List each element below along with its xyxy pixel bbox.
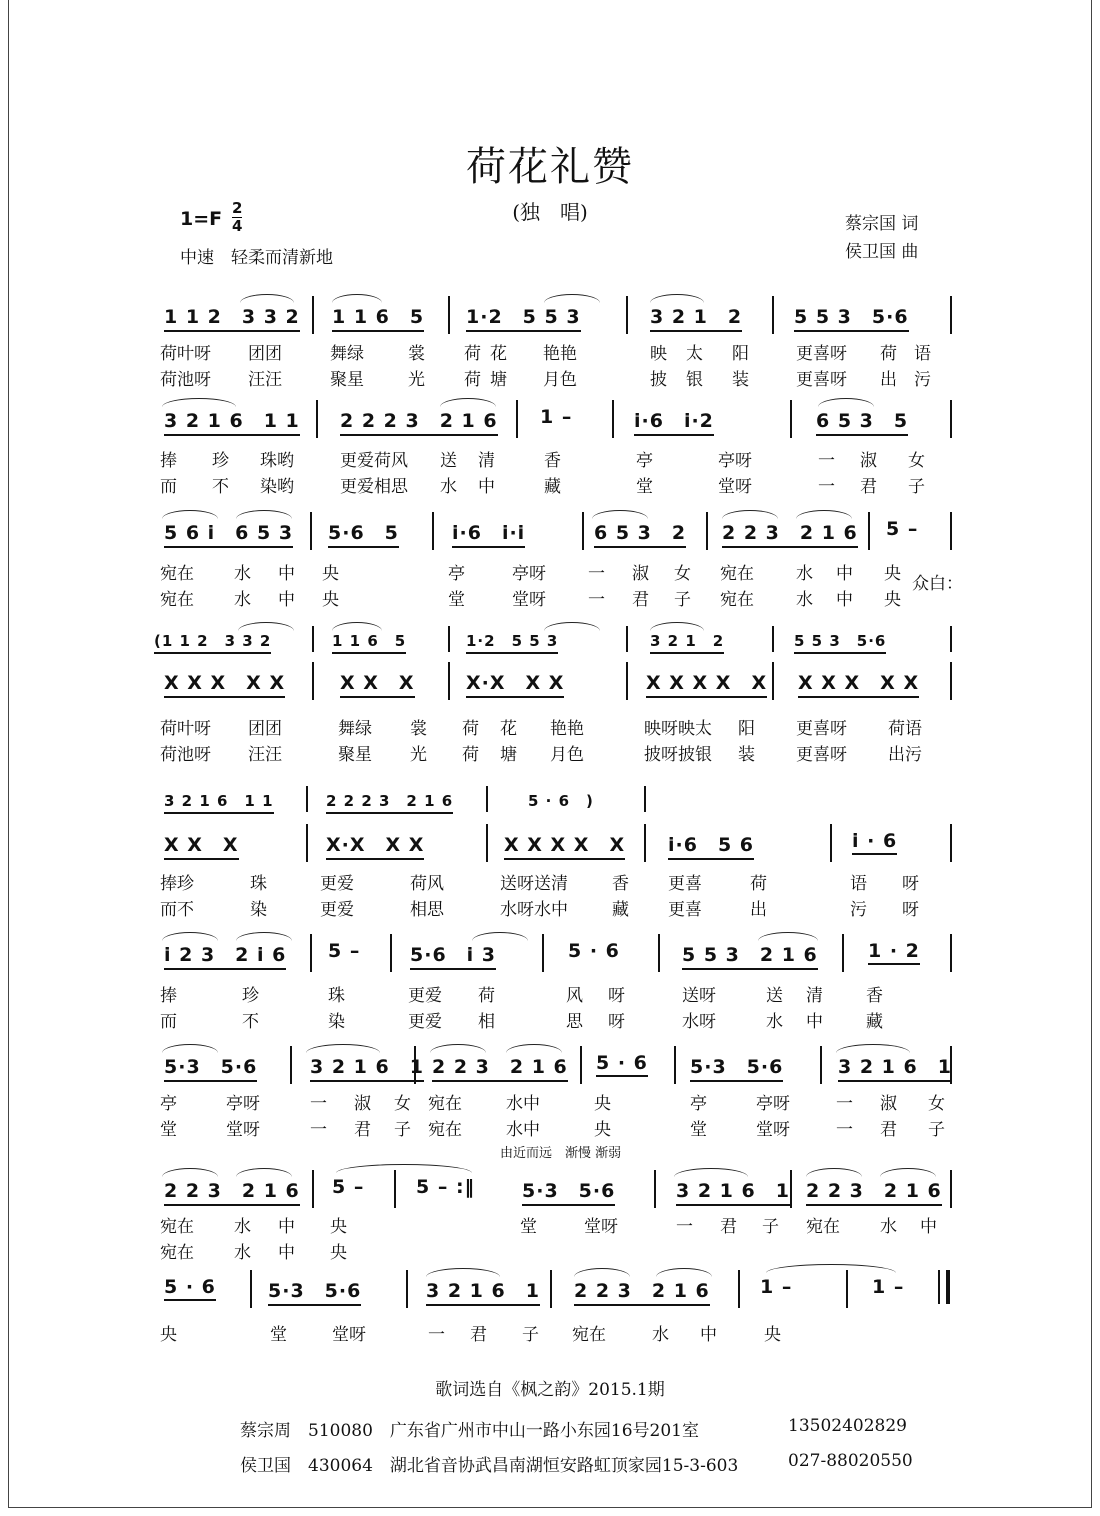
lyric-word: 香 (612, 874, 629, 894)
lyric-word: 阳 (738, 719, 755, 739)
lyric-word: 宛在 (806, 1217, 840, 1237)
lyric-word: 香 (544, 451, 561, 471)
lyric-word: 银 (686, 370, 703, 390)
lyric-word: 中 (278, 590, 295, 610)
score-row-6 (160, 940, 955, 974)
lyric-word: 央 (330, 1217, 347, 1237)
measure: 5 – (332, 1176, 365, 1198)
lyric-word: 一 (836, 1120, 853, 1140)
lyric-word: 宛在 (572, 1325, 606, 1345)
lyric-word: 荷池呀 (160, 745, 211, 765)
lyric-word: 荷叶呀 (160, 719, 211, 739)
lyric-word: 风 (566, 986, 583, 1006)
lyric-word: 堂呀 (756, 1120, 790, 1140)
lyric-word: 更喜呀 (796, 719, 847, 739)
time-sig-bottom: 4 (232, 217, 243, 235)
lyric-word: 宛在 (720, 590, 754, 610)
measure: 2 2 3 2 1 6 (806, 1176, 942, 1206)
lyric-word: 一 (818, 477, 835, 497)
lyric-word: 荷 (478, 986, 495, 1006)
measure: i 2 3 2 i 6 (164, 940, 286, 970)
lyric-word: 披呀披银 (644, 745, 712, 765)
lyric-word: 团团 (248, 719, 282, 739)
measure: X X X X X (646, 668, 767, 698)
lyric-word: 珍 (242, 986, 259, 1006)
lyric-word: 出 (750, 900, 767, 920)
lyric-word: 染哟 (260, 477, 294, 497)
lyric-word: 亭 (448, 564, 465, 584)
measure: 5·6 i 3 (410, 940, 496, 970)
lyric-word: 堂 (636, 477, 653, 497)
lyric-word: 堂呀 (512, 590, 546, 610)
lyric-word: 堂 (270, 1325, 287, 1345)
lyric-word: 水 (880, 1217, 897, 1237)
lyric-word: 更喜 (668, 900, 702, 920)
lyric-word: 中 (478, 477, 495, 497)
lyric-word: 中 (278, 564, 295, 584)
lyric-word: 更爱 (320, 900, 354, 920)
lyric-word: 荷池呀 (160, 370, 211, 390)
lyric-word: 一 (428, 1325, 445, 1345)
lyric-word: 央 (884, 564, 901, 584)
lyric-word: 中 (700, 1325, 717, 1345)
lyric-word: 思 (566, 1012, 583, 1032)
lyric-word: 清 (478, 451, 495, 471)
lyric-word: 而 (160, 477, 177, 497)
lyric-word: 艳艳 (543, 344, 577, 364)
lyric-word: 呀 (902, 874, 919, 894)
measure: 2 2 3 2 1 6 (432, 1052, 568, 1082)
lyric-word: 荷 (462, 745, 479, 765)
lyric-word: 央 (330, 1243, 347, 1263)
lyric-word: 清 (806, 986, 823, 1006)
lyric-word: 聚星 (330, 370, 364, 390)
measure: X X X X X (504, 830, 625, 860)
measure: X·X X X (466, 668, 564, 698)
measure: 3 2 1 2 (650, 630, 724, 654)
lyric-word: 舞绿 (330, 344, 364, 364)
lyric-word: 亭呀 (756, 1094, 790, 1114)
measure: X X X (164, 830, 239, 860)
lyric-word: 一 (836, 1094, 853, 1114)
measure: 1·2 5 5 3 (466, 630, 558, 654)
lyric-word: 荷 (880, 344, 897, 364)
lyric-word: 水 (796, 590, 813, 610)
lyric-word: 淑 (632, 564, 649, 584)
lyric-word: 水呀 (682, 1012, 716, 1032)
lyric-word: 捧 (160, 451, 177, 471)
lyric-word: 宛在 (428, 1120, 462, 1140)
lyric-word: 央 (764, 1325, 781, 1345)
lyric-word: 央 (594, 1094, 611, 1114)
lyric-word: 团团 (248, 344, 282, 364)
lyric-word: 女 (928, 1094, 945, 1114)
lyric-word: 珠哟 (260, 451, 294, 471)
lyric-word: 淑 (354, 1094, 371, 1114)
lyric-word: 一 (588, 564, 605, 584)
measure: 1 1 2 3 3 2 (164, 302, 300, 332)
lyric-word: 不 (242, 1012, 259, 1032)
song-title: 荷花礼赞 (466, 144, 634, 190)
measure: 5 5 3 5·6 (794, 302, 909, 332)
lyric-word: 一 (310, 1094, 327, 1114)
lyric-word: 更爱 (320, 874, 354, 894)
lyric-word: 映 (650, 344, 667, 364)
lyric-word: 淑 (860, 451, 877, 471)
lyric-word: 呀 (608, 1012, 625, 1032)
lyric-word: 一 (310, 1120, 327, 1140)
measure: 2 2 2 3 2 1 6 (340, 406, 498, 436)
measure: 5 · 6 (164, 1276, 216, 1301)
measure: 3 2 1 6 1 1 (164, 406, 300, 436)
lyric-word: 太 (686, 344, 703, 364)
measure: X·X X X (326, 830, 424, 860)
lyric-word: 光 (410, 745, 427, 765)
lyric-word: 君 (860, 477, 877, 497)
measure: 5 5 3 2 1 6 (682, 940, 818, 970)
measure: 5·3 5·6 (164, 1052, 257, 1082)
lyric-word: 荷叶呀 (160, 344, 211, 364)
measure: X X X X X (798, 668, 919, 698)
lyric-word: 堂 (690, 1120, 707, 1140)
lyric-word: 荷 (750, 874, 767, 894)
lyric-word: 子 (762, 1217, 779, 1237)
lyric-word: 呀 (902, 900, 919, 920)
lyric-word: 捧 (160, 986, 177, 1006)
lyric-word: 污 (850, 900, 867, 920)
lyric-word: 荷 (462, 719, 479, 739)
lyric-word: 送呀 (682, 986, 716, 1006)
measure: 2 2 3 2 1 6 (164, 1176, 300, 1206)
lyric-word: 亭 (636, 451, 653, 471)
measure: 3 2 1 6 1 (310, 1052, 424, 1082)
measure: X X X X X (164, 668, 285, 698)
measure: i·6 5 6 (668, 830, 754, 860)
measure: 2 2 2 3 2 1 6 (326, 790, 453, 814)
lyric-word: 中 (836, 590, 853, 610)
lyric-word: 水呀水中 (500, 900, 568, 920)
measure: 3 2 1 6 1 1 (164, 790, 274, 814)
lyric-word: 堂 (160, 1120, 177, 1140)
measure: 3 2 1 6 1 (676, 1176, 790, 1206)
measure: 5·6 5 (328, 518, 399, 548)
lyric-word: 水 (234, 590, 251, 610)
lyric-word: 央 (322, 590, 339, 610)
contact-address: 侯卫国 430064 湖北省音协武昌南湖恒安路虹顶家园15-3-603 (240, 1456, 739, 1476)
lyric-word: 水 (796, 564, 813, 584)
lyric-word: 艳艳 (550, 719, 584, 739)
measure: 5·3 5·6 (522, 1176, 615, 1206)
lyric-word: 珠 (328, 986, 345, 1006)
lyric-word: 花 (490, 344, 507, 364)
lyric-word: 亭呀 (226, 1094, 260, 1114)
lyric-word: 水中 (506, 1094, 540, 1114)
lyric-word: 女 (674, 564, 691, 584)
lyric-word: 水 (766, 1012, 783, 1032)
lyric-word: 更爱 (408, 986, 442, 1006)
lyric-word: 藏 (866, 1012, 883, 1032)
lyric-word: 中 (278, 1217, 295, 1237)
expression-marking: 由近而远 渐慢 渐弱 (500, 1146, 622, 1161)
measure: 6 5 3 2 (594, 518, 686, 548)
lyric-word: 月色 (550, 745, 584, 765)
lyric-word: 宛在 (428, 1094, 462, 1114)
lyric-word: 央 (160, 1325, 177, 1345)
lyric-word: 裳 (408, 344, 425, 364)
score-row-1 (160, 302, 955, 336)
lyric-word: 更喜呀 (796, 370, 847, 390)
measure: 3 2 1 6 1 (426, 1276, 540, 1306)
lyric-word: 子 (908, 477, 925, 497)
measure: 1 1 6 5 (332, 302, 424, 332)
measure: 2 2 3 2 1 6 (722, 518, 858, 548)
lyric-word: 荷风 (410, 874, 444, 894)
lyric-word: 淑 (880, 1094, 897, 1114)
lyric-word: 堂 (520, 1217, 537, 1237)
lyric-word: 水 (234, 1243, 251, 1263)
lyric-word: 汪汪 (248, 370, 282, 390)
lyric-word: 语 (914, 344, 931, 364)
lyric-word: 语 (850, 874, 867, 894)
measure: 1·2 5 5 3 (466, 302, 581, 332)
chorus-spoken-label: 众白： (912, 574, 963, 594)
measure: 5 5 3 5·6 (794, 630, 886, 654)
measure: 5 – :‖ (416, 1176, 476, 1198)
lyric-word: 亭 (690, 1094, 707, 1114)
lyric-word: 水 (440, 477, 457, 497)
measure: 5 6 i 6 5 3 (164, 518, 293, 548)
measure: i·6 i·2 (634, 406, 714, 436)
lyric-word: 出 (880, 370, 897, 390)
lyric-word: 亭呀 (512, 564, 546, 584)
score-row-4-rhythm (160, 668, 955, 702)
lyric-word: 塘 (500, 745, 517, 765)
measure: i·6 i·i (452, 518, 525, 548)
lyric-word: 舞绿 (338, 719, 372, 739)
lyric-word: 一 (588, 590, 605, 610)
lyric-word: 子 (674, 590, 691, 610)
measure: 1 – (872, 1276, 905, 1298)
lyric-word: 水 (234, 1217, 251, 1237)
lyric-word: 香 (866, 986, 883, 1006)
measure: 5 – (886, 518, 919, 540)
score-row-5-rhythm (160, 830, 955, 864)
lyric-word: 花 (500, 719, 517, 739)
lyric-word: 更喜呀 (796, 745, 847, 765)
lyric-word: 荷 (464, 344, 481, 364)
lyric-word: 送呀送清 (500, 874, 568, 894)
time-signature (232, 200, 242, 235)
lyric-word: 相 (478, 1012, 495, 1032)
lyric-word: 央 (322, 564, 339, 584)
lyric-word: 堂呀 (226, 1120, 260, 1140)
lyric-word: 子 (928, 1120, 945, 1140)
measure: i · 6 (852, 830, 897, 855)
lyric-word: 君 (720, 1217, 737, 1237)
measure: X X X (340, 668, 415, 698)
tempo-marking: 中速 轻柔而清新地 (180, 248, 333, 268)
lyric-word: 珠 (250, 874, 267, 894)
lyric-word: 珍 (212, 451, 229, 471)
measure: 5·3 5·6 (690, 1052, 783, 1082)
lyric-word: 月色 (543, 370, 577, 390)
lyric-word: 而 (160, 1012, 177, 1032)
lyric-word: 送 (440, 451, 457, 471)
measure: 5 – (328, 940, 361, 962)
score-row-7 (160, 1052, 955, 1086)
lyric-word: 堂呀 (584, 1217, 618, 1237)
lyric-word: 光 (408, 370, 425, 390)
measure: 1 – (540, 406, 573, 428)
measure: 3 2 1 6 1 (838, 1052, 952, 1082)
song-subtitle: (独 唱) (512, 200, 588, 224)
lyric-word: 更喜 (668, 874, 702, 894)
score-row-4-melody (154, 630, 955, 656)
score-row-5-melody (160, 790, 955, 816)
lyric-word: 聚星 (338, 745, 372, 765)
lyric-word: 披 (650, 370, 667, 390)
contact-phone: 13502402829 (788, 1416, 907, 1436)
measure: 6 5 3 5 (816, 406, 908, 436)
lyric-word: 宛在 (720, 564, 754, 584)
lyric-word: 映呀映太 (644, 719, 712, 739)
lyric-word: 宛在 (160, 1243, 194, 1263)
lyric-word: 堂呀 (332, 1325, 366, 1345)
lyric-word: 宛在 (160, 1217, 194, 1237)
lyric-word: 女 (908, 451, 925, 471)
lyric-word: 央 (594, 1120, 611, 1140)
lyric-word: 央 (884, 590, 901, 610)
lyric-word: 更喜呀 (796, 344, 847, 364)
lyric-word: 送 (766, 986, 783, 1006)
lyric-word: 水 (234, 564, 251, 584)
lyric-word: 中 (836, 564, 853, 584)
composer-credit: 侯卫国 曲 (845, 242, 919, 262)
lyric-word: 出污 (888, 745, 922, 765)
lyric-word: 宛在 (160, 590, 194, 610)
lyric-word: 一 (818, 451, 835, 471)
score-row-8 (160, 1176, 955, 1210)
lyric-word: 女 (394, 1094, 411, 1114)
lyric-word: 阳 (732, 344, 749, 364)
lyric-word: 更爱 (408, 1012, 442, 1032)
lyricist-credit: 蔡宗国 词 (845, 214, 919, 234)
lyric-word: 塘 (490, 370, 507, 390)
lyric-word: 君 (880, 1120, 897, 1140)
lyric-word: 染 (328, 1012, 345, 1032)
measure: 5·3 5·6 (268, 1276, 361, 1306)
measure: 2 2 3 2 1 6 (574, 1276, 710, 1306)
lyric-word: 水中 (506, 1120, 540, 1140)
lyric-word: 呀 (608, 986, 625, 1006)
lyric-word: 亭 (160, 1094, 177, 1114)
contact-address: 蔡宗周 510080 广东省广州市中山一路小东园16号201室 (240, 1421, 699, 1441)
lyric-word: 堂呀 (718, 477, 752, 497)
lyric-word: 宛在 (160, 564, 194, 584)
lyric-word: 中 (278, 1243, 295, 1263)
lyric-word: 君 (632, 590, 649, 610)
lyric-word: 汪汪 (248, 745, 282, 765)
lyric-word: 荷语 (888, 719, 922, 739)
lyric-word: 中 (806, 1012, 823, 1032)
lyric-word: 更爱相思 (340, 477, 408, 497)
lyric-word: 装 (738, 745, 755, 765)
lyric-word: 子 (394, 1120, 411, 1140)
lyric-word: 君 (354, 1120, 371, 1140)
measure: 1 – (760, 1276, 793, 1298)
lyric-word: 一 (676, 1217, 693, 1237)
measure: 5 · 6 (568, 940, 620, 962)
score-row-2 (160, 406, 955, 440)
contact-phone: 027-88020550 (788, 1451, 913, 1471)
measure: 3 2 1 2 (650, 302, 742, 332)
key-signature: 1=F (180, 208, 223, 230)
measure: 5 · 6 ) (528, 792, 594, 810)
lyrics-source: 歌词选自《枫之韵》2015.1期 (435, 1380, 665, 1400)
measure: 5 · 6 (596, 1052, 648, 1077)
score-row-3 (160, 518, 955, 552)
lyric-word: 水 (652, 1325, 669, 1345)
lyric-word: 荷 (464, 370, 481, 390)
measure: 1 1 6 5 (332, 630, 406, 654)
lyric-word: 而不 (160, 900, 194, 920)
lyric-word: 裳 (410, 719, 427, 739)
lyric-word: 藏 (544, 477, 561, 497)
lyric-word: 污 (914, 370, 931, 390)
lyric-word: 不 (212, 477, 229, 497)
lyric-word: 亭呀 (718, 451, 752, 471)
lyric-word: 子 (522, 1325, 539, 1345)
measure: 1 · 2 (868, 940, 920, 965)
time-sig-top: 2 (232, 199, 243, 217)
lyric-word: 藏 (612, 900, 629, 920)
score-row-9 (160, 1276, 955, 1310)
lyric-word: 相思 (410, 900, 444, 920)
lyric-word: 捧珍 (160, 874, 194, 894)
lyric-word: 君 (470, 1325, 487, 1345)
lyric-word: 装 (732, 370, 749, 390)
measure: (1 1 2 3 3 2 (154, 630, 271, 654)
lyric-word: 染 (250, 900, 267, 920)
lyric-word: 更爱荷风 (340, 451, 408, 471)
lyric-word: 堂 (448, 590, 465, 610)
lyric-word: 中 (920, 1217, 937, 1237)
